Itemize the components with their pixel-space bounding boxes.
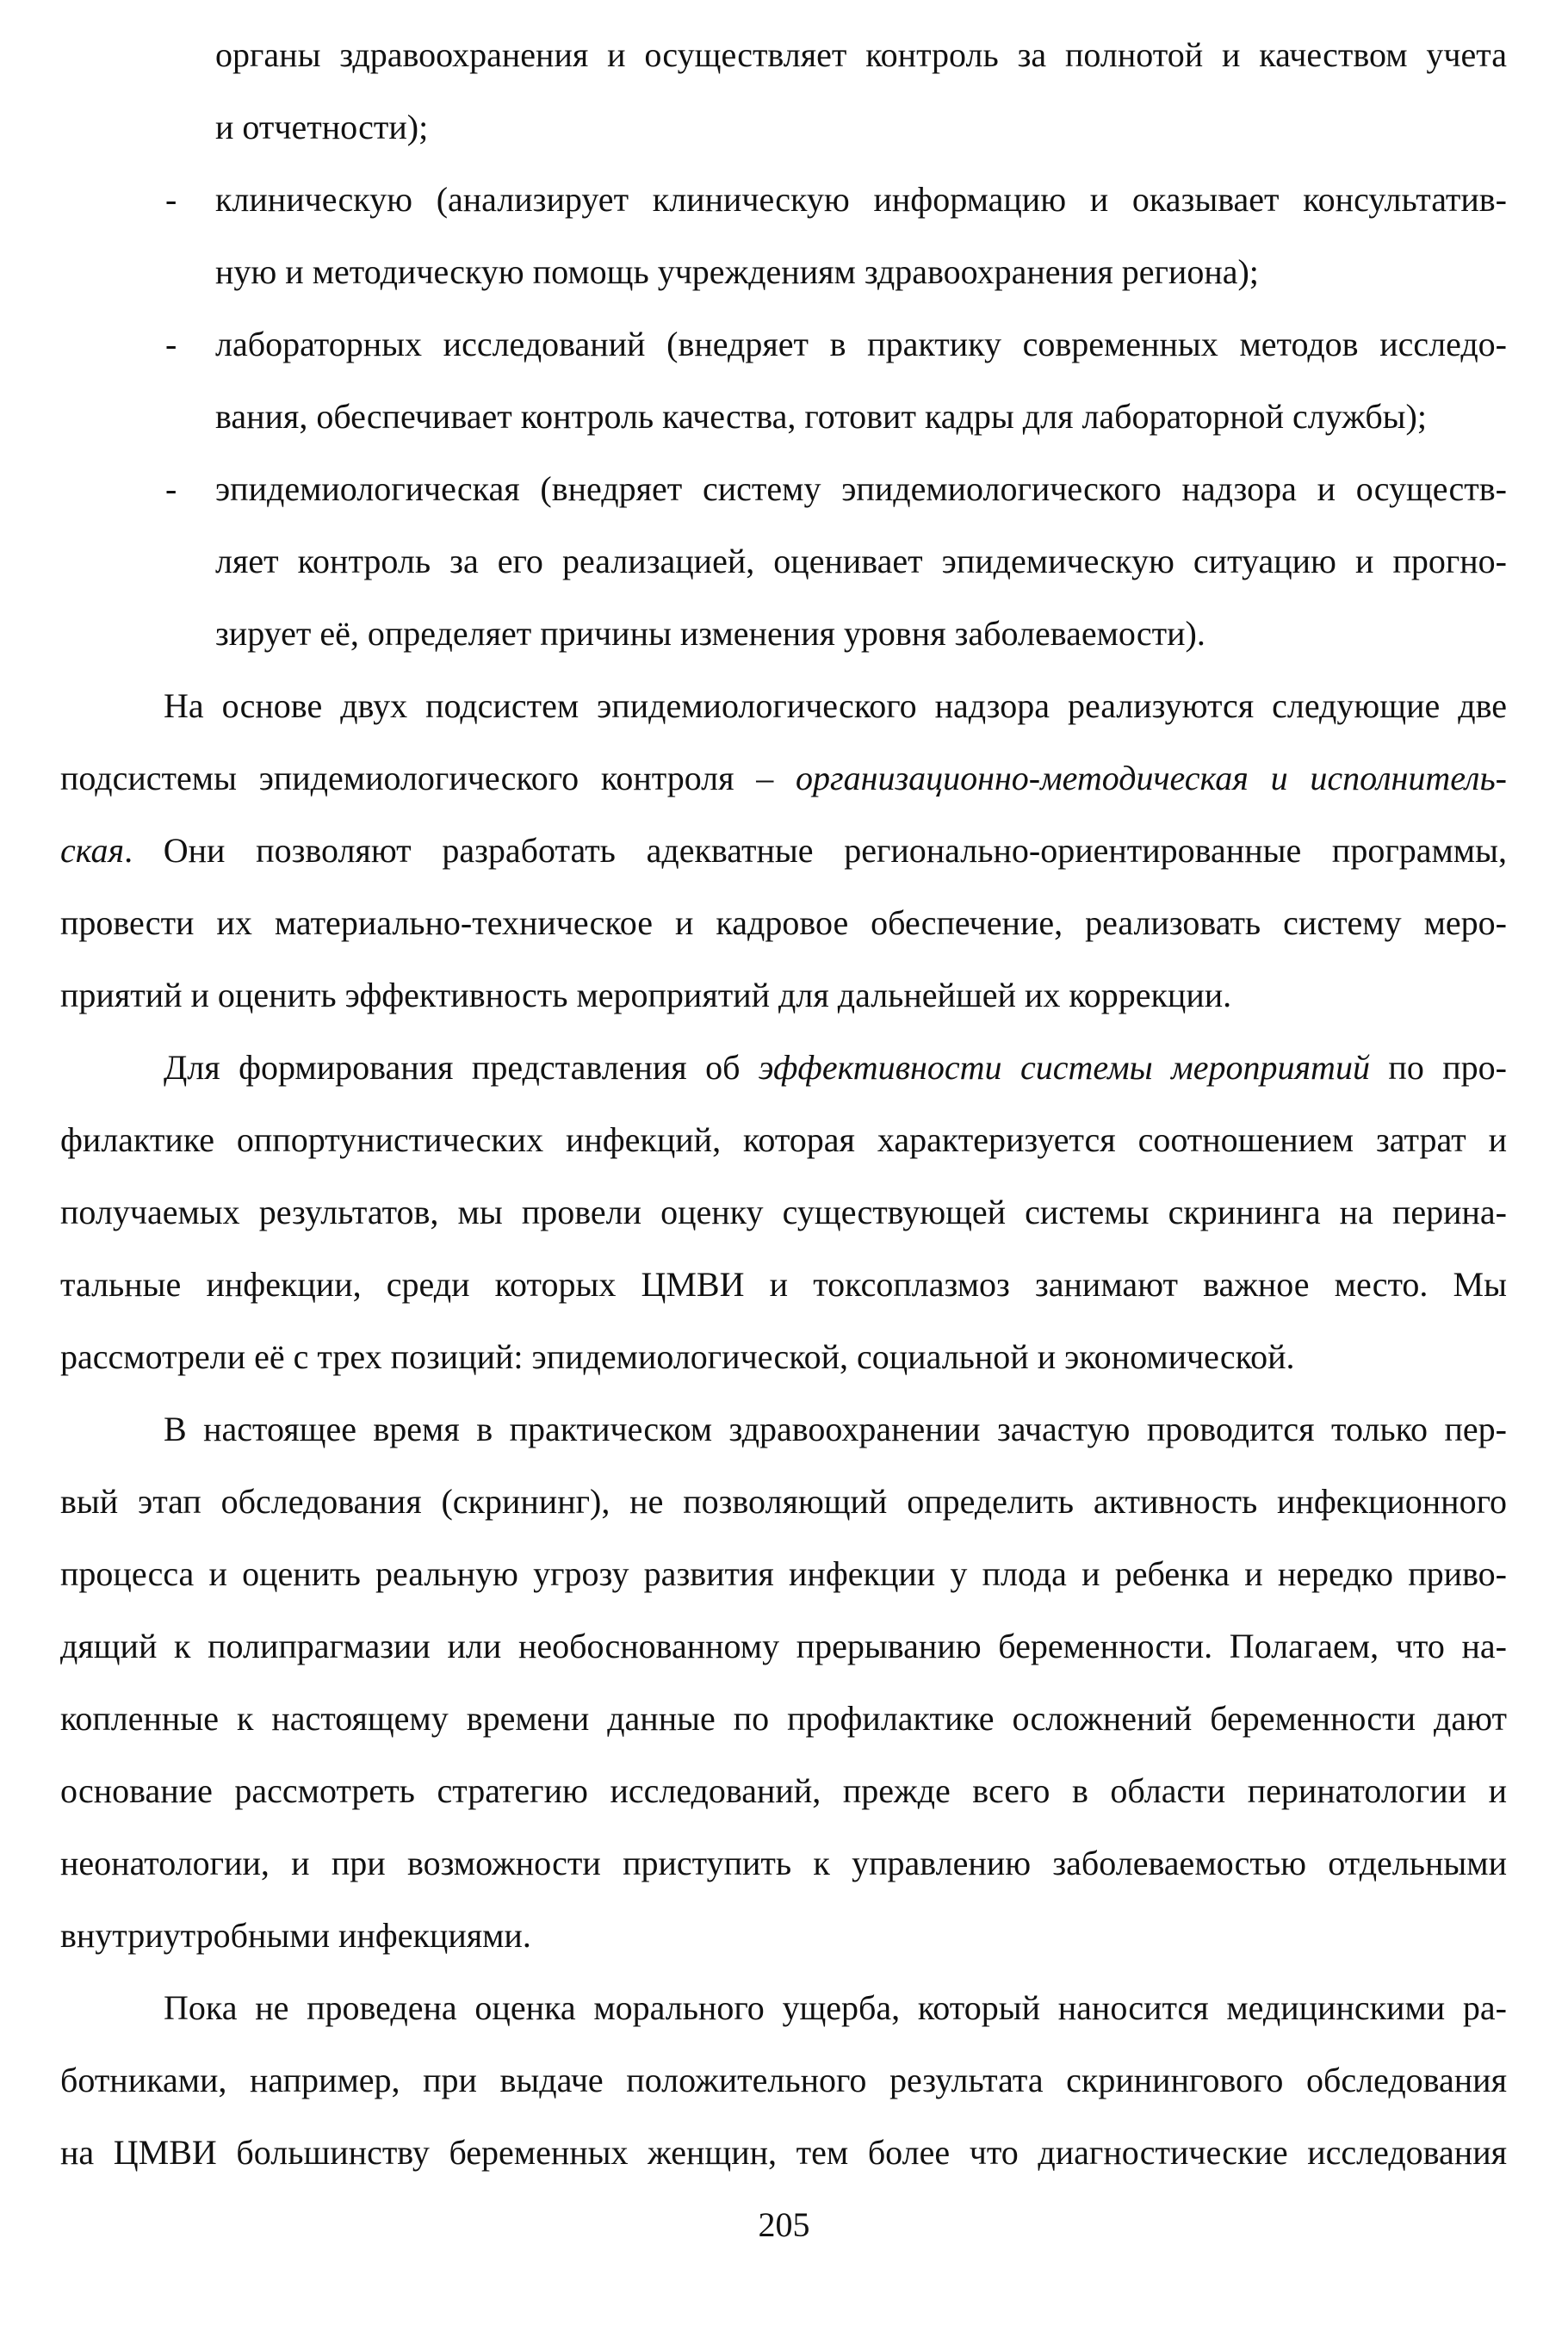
paragraph-line: дящий к полипрагмазии или необоснованному прерыванию беременности. Полагаем, что на-	[60, 1627, 1507, 1665]
paragraph-line: копленные к настоящему времени данные по профилактике осложнений беременности дают	[60, 1699, 1507, 1738]
paragraph-line	[164, 1047, 1507, 1088]
page-number: 205	[758, 2205, 810, 2244]
paragraph-line: на ЦМВИ большинству беременных женщин, тем более что диагностические исследования	[60, 2133, 1507, 2172]
paragraph-line: приятий и оценить эффективность мероприятий для дальнейшей их коррекции.	[60, 976, 1232, 1014]
list-item-line: и отчетности);	[215, 108, 429, 146]
paragraph-line	[60, 758, 1507, 799]
list-item-line: лабораторных исследований (внедряет в практику современных методов исследо-	[215, 325, 1507, 363]
emphasis-text: организационно-методическая и исполнитель-	[796, 759, 1507, 797]
text-span: по про-	[1369, 1048, 1507, 1087]
paragraph-line: В настоящее время в практическом здравоохранении зачастую проводится только пер-	[164, 1410, 1507, 1448]
paragraph-line: На основе двух подсистем эпидемиологического надзора реализуются следующие две	[164, 686, 1507, 725]
paragraph-line: рассмотрели её с трех позиций: эпидемиологической, социальной и экономической.	[60, 1337, 1295, 1376]
text-span: подсистемы эпидемиологического контроля –	[60, 759, 796, 797]
paragraph-line	[60, 830, 1507, 871]
paragraph-line: филактике оппортунистических инфекций, которая характеризуется соотношением затрат и	[60, 1120, 1507, 1159]
emphasis-text: ская	[60, 831, 125, 870]
list-item-line: клиническую (анализирует клиническую информацию и оказывает консультатив-	[215, 180, 1507, 219]
paragraph-line: процесса и оценить реальную угрозу развития инфекции у плода и ребенка и нередко приво-	[60, 1554, 1507, 1593]
paragraph-line: вый этап обследования (скрининг), не позволяющий определить активность инфекционного	[60, 1482, 1507, 1521]
list-item-line: эпидемиологическая (внедряет систему эпидемиологического надзора и осуществ-	[215, 469, 1507, 508]
text-span: Для формирования представления об	[164, 1048, 759, 1087]
paragraph-line: получаемых результатов, мы провели оценку существующей системы скрининга на перина-	[60, 1193, 1507, 1231]
list-item-line: ляет контроль за его реализацией, оценивает эпидемическую ситуацию и прогно-	[215, 542, 1507, 580]
paragraph-line: неонатологии, и при возможности приступить к управлению заболеваемостью отдельными	[60, 1844, 1507, 1882]
list-item-line: ную и методическую помощь учреждениям здравоохранения региона);	[215, 252, 1259, 291]
list-item-line: органы здравоохранения и осуществляет контроль за полнотой и качеством учета	[215, 35, 1507, 74]
list-item-line: зирует её, определяет причины изменения уровня заболеваемости).	[215, 614, 1205, 653]
paragraph-line: Пока не проведена оценка морального ущерба, который наносится медицинскими ра-	[164, 1988, 1507, 2027]
text-span: . Они позволяют разработать адекватные регионально-ориентированные программы,	[124, 831, 1507, 870]
list-dash: -	[165, 325, 177, 363]
list-dash: -	[165, 469, 177, 508]
list-item-line: вания, обеспечивает контроль качества, готовит кадры для лабораторной службы);	[215, 397, 1427, 436]
paragraph-line: ботниками, например, при выдаче положительного результата скринингового обследования	[60, 2061, 1507, 2099]
paragraph-line: основание рассмотреть стратегию исследований, прежде всего в области перинатологии и	[60, 1771, 1507, 1810]
paragraph-line: внутриутробными инфекциями.	[60, 1916, 531, 1955]
emphasis-text: эффективности системы мероприятий	[758, 1048, 1370, 1087]
paragraph-line: провести их материально-техническое и кадровое обеспечение, реализовать систему меро-	[60, 903, 1507, 942]
list-dash: -	[165, 180, 177, 219]
paragraph-line: тальные инфекции, среди которых ЦМВИ и токсоплазмоз занимают важное место. Мы	[60, 1265, 1507, 1304]
